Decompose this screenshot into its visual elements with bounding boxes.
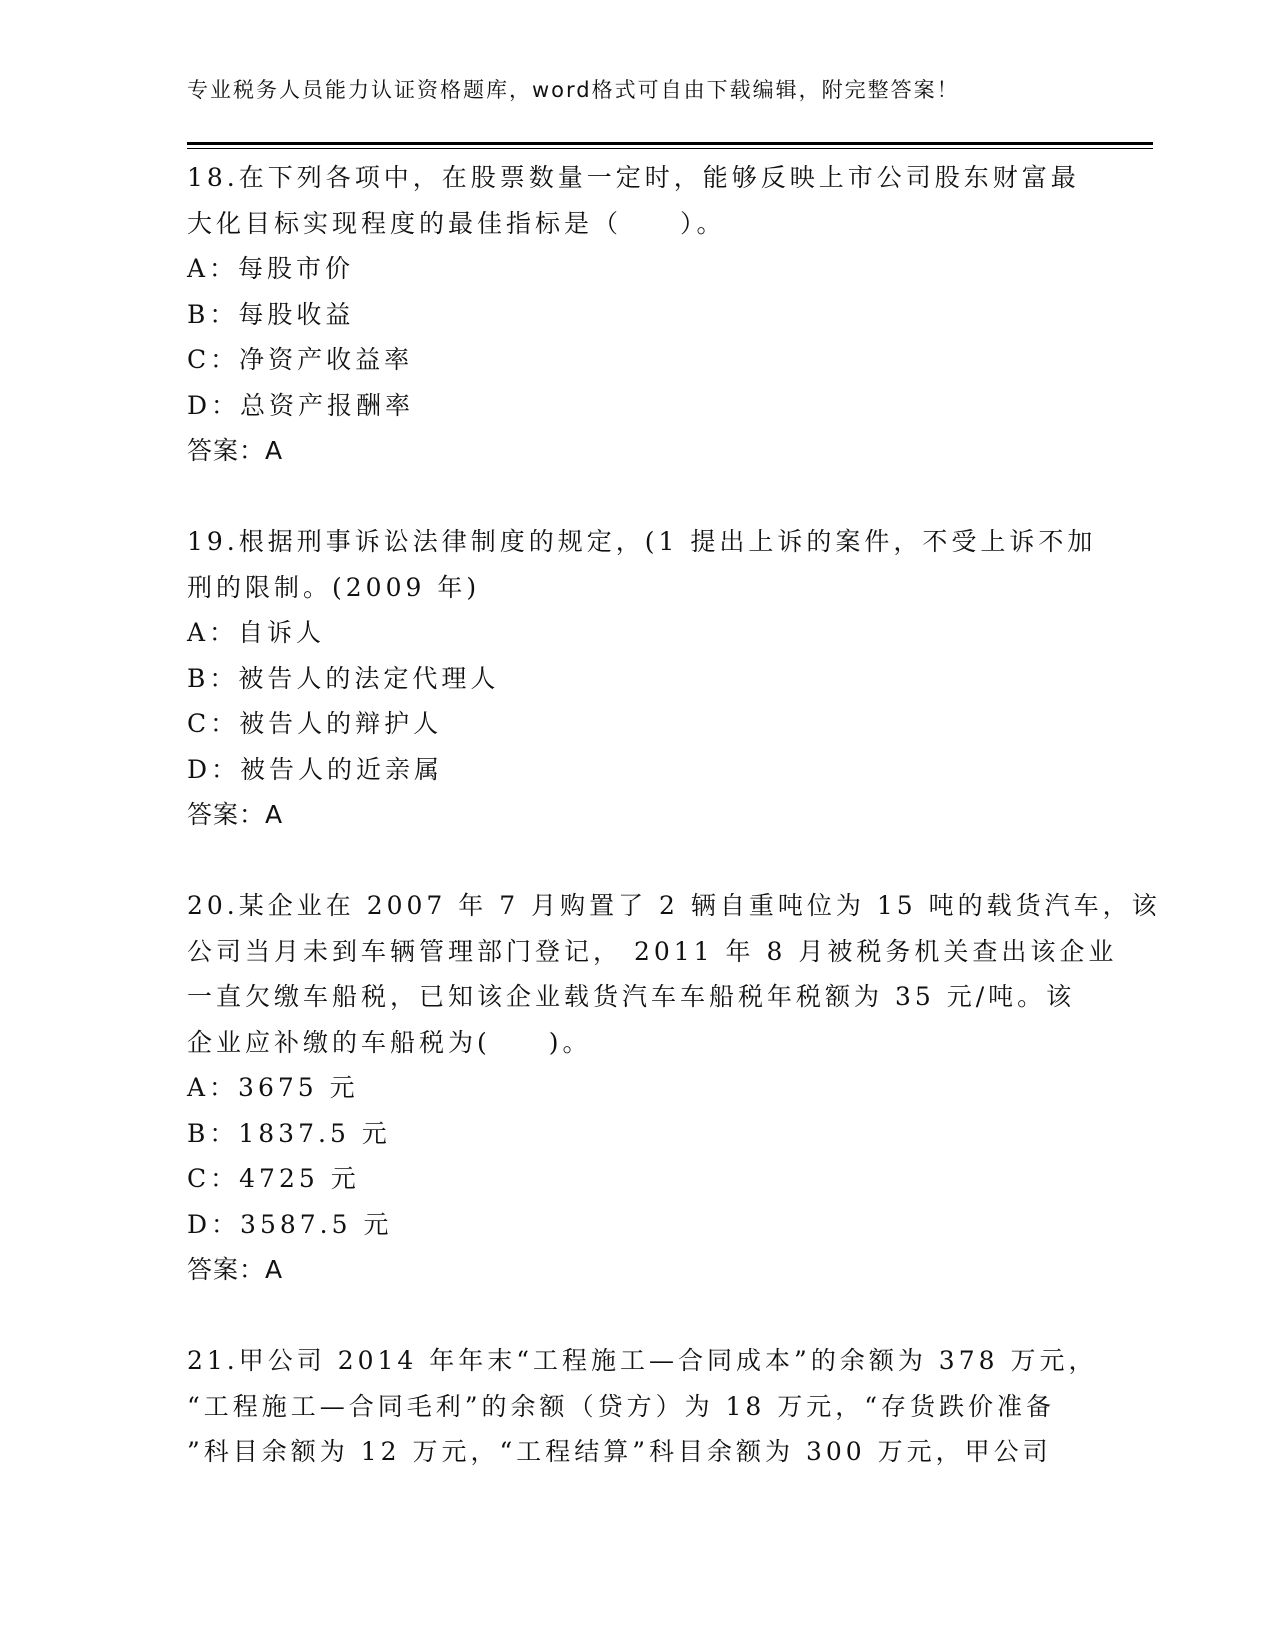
question-18 bbox=[187, 155, 1087, 474]
question-21 bbox=[187, 1338, 1098, 1475]
header-rule bbox=[187, 142, 1153, 149]
option-a: A：自诉人 bbox=[187, 618, 326, 647]
answer-label: 答案：A bbox=[187, 1255, 284, 1284]
option-b: B：1837.5 元 bbox=[187, 1118, 391, 1148]
question-stem-line: 企业应补缴的车船税为( )。 bbox=[187, 1027, 592, 1057]
question-stem-line: 一直欠缴车船税，已知该企业载货汽车车船税年税额为 35 元/吨。该 bbox=[187, 982, 1076, 1011]
answer-label: 答案：A bbox=[187, 800, 284, 829]
option-c: C：净资产收益率 bbox=[187, 345, 414, 374]
option-a: A：每股市价 bbox=[187, 254, 355, 283]
question-stem-line: 21.甲公司 2014 年年末“工程施工—合同成本”的余额为 378 万元， bbox=[187, 1346, 1098, 1375]
question-list bbox=[187, 155, 1161, 1475]
option-d: D：被告人的近亲属 bbox=[187, 754, 444, 784]
document-header: 专业税务人员能力认证资格题库，word格式可自由下载编辑，附完整答案！ bbox=[187, 78, 960, 102]
answer-label: 答案：A bbox=[187, 436, 284, 465]
question-stem-line: 公司当月未到车辆管理部门登记， 2011 年 8 月被税务机关查出该企业 bbox=[187, 936, 1118, 966]
question-stem-line: 刑的限制。(2009 年) bbox=[187, 572, 481, 602]
question-stem-line: 19.根据刑事诉讼法律制度的规定，(1 提出上诉的案件，不受上诉不加 bbox=[187, 527, 1097, 556]
question-19 bbox=[187, 519, 1097, 838]
question-stem-line: 20.某企业在 2007 年 7 月购置了 2 辆自重吨位为 15 吨的载货汽车，该 bbox=[187, 891, 1161, 920]
question-stem-line: 18.在下列各项中，在股票数量一定时，能够反映上市公司股东财富最 bbox=[187, 163, 1080, 192]
question-20 bbox=[187, 883, 1161, 1293]
option-b: B：被告人的法定代理人 bbox=[187, 663, 500, 693]
question-stem-line: ”科目余额为 12 万元，“工程结算”科目余额为 300 万元，甲公司 bbox=[187, 1437, 1052, 1466]
option-d: D：总资产报酬率 bbox=[187, 390, 415, 420]
question-stem-line: 大化目标实现程度的最佳指标是（ ）。 bbox=[187, 208, 726, 238]
option-c: C：被告人的辩护人 bbox=[187, 709, 443, 738]
option-c: C：4725 元 bbox=[187, 1164, 360, 1193]
option-a: A：3675 元 bbox=[187, 1073, 359, 1102]
option-b: B：每股收益 bbox=[187, 299, 355, 329]
question-stem-line: “工程施工—合同毛利”的余额（贷方）为 18 万元，“存货跌价准备 bbox=[187, 1391, 1056, 1421]
option-d: D：3587.5 元 bbox=[187, 1209, 393, 1239]
